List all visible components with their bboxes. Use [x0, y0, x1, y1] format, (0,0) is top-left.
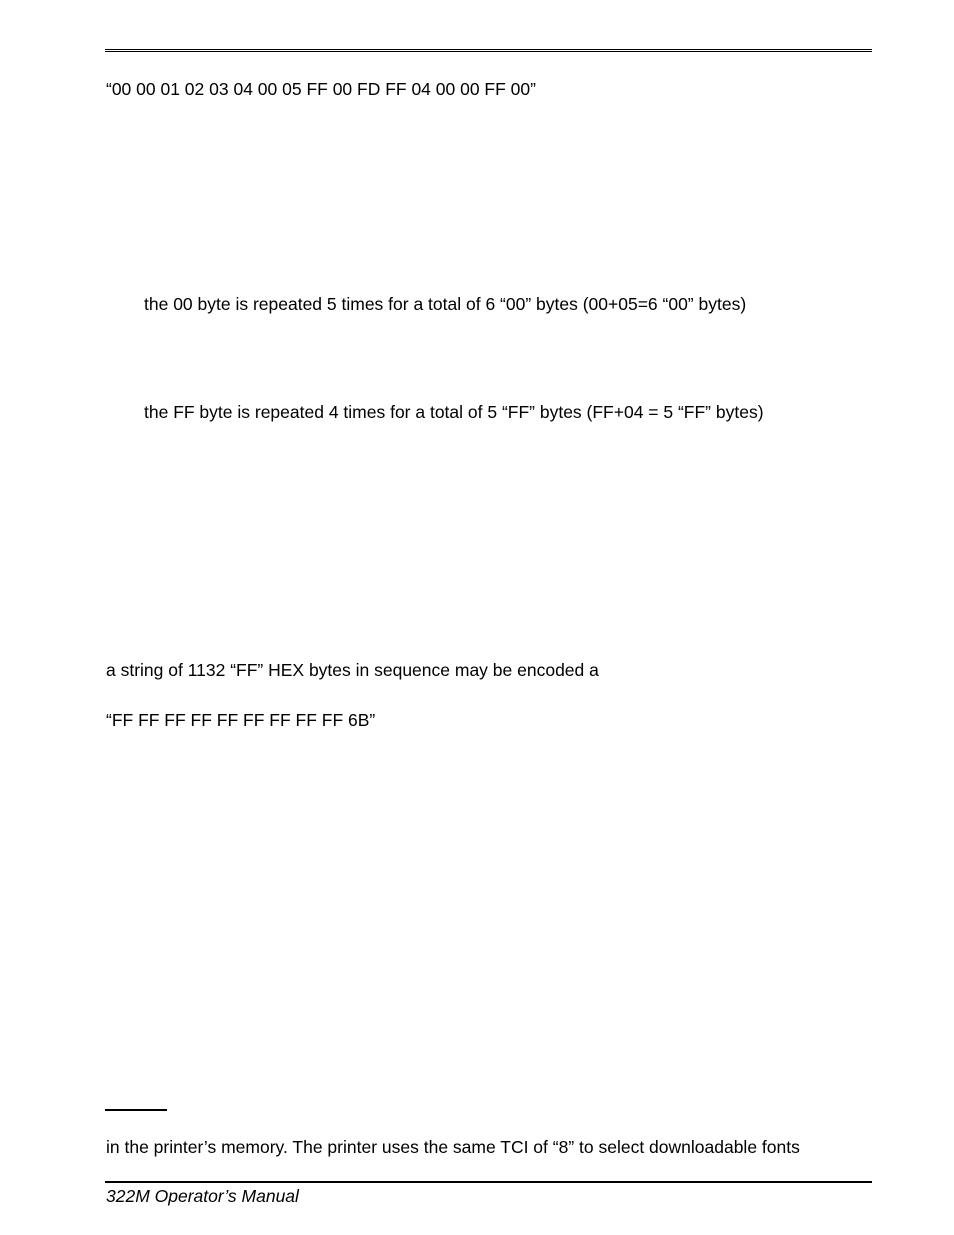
note-00-bytes: the 00 byte is repeated 5 times for a total of 6 “00” bytes (00+05=6 “00” bytes) [144, 294, 747, 314]
string-intro-line: a string of 1132 “FF” HEX bytes in sequence may be encoded a [106, 660, 599, 680]
short-section-rule [105, 1109, 167, 1111]
memory-line: in the printer’s memory. The printer uses the same TCI of “8” to select downloadable fonts [106, 1137, 800, 1157]
note-ff-bytes: the FF byte is repeated 4 times for a total of 5 “FF” bytes (FF+04 = 5 “FF” bytes) [144, 402, 764, 422]
header-rule [105, 49, 872, 52]
footer-rule [105, 1181, 872, 1183]
hex-example-line: “00 00 01 02 03 04 00 05 FF 00 FD FF 04 00 00 FF 00” [106, 79, 536, 99]
string-encoded-line: “FF FF FF FF FF FF FF FF FF 6B” [106, 710, 376, 730]
footer-manual-title: 322M Operator’s Manual [106, 1186, 299, 1206]
